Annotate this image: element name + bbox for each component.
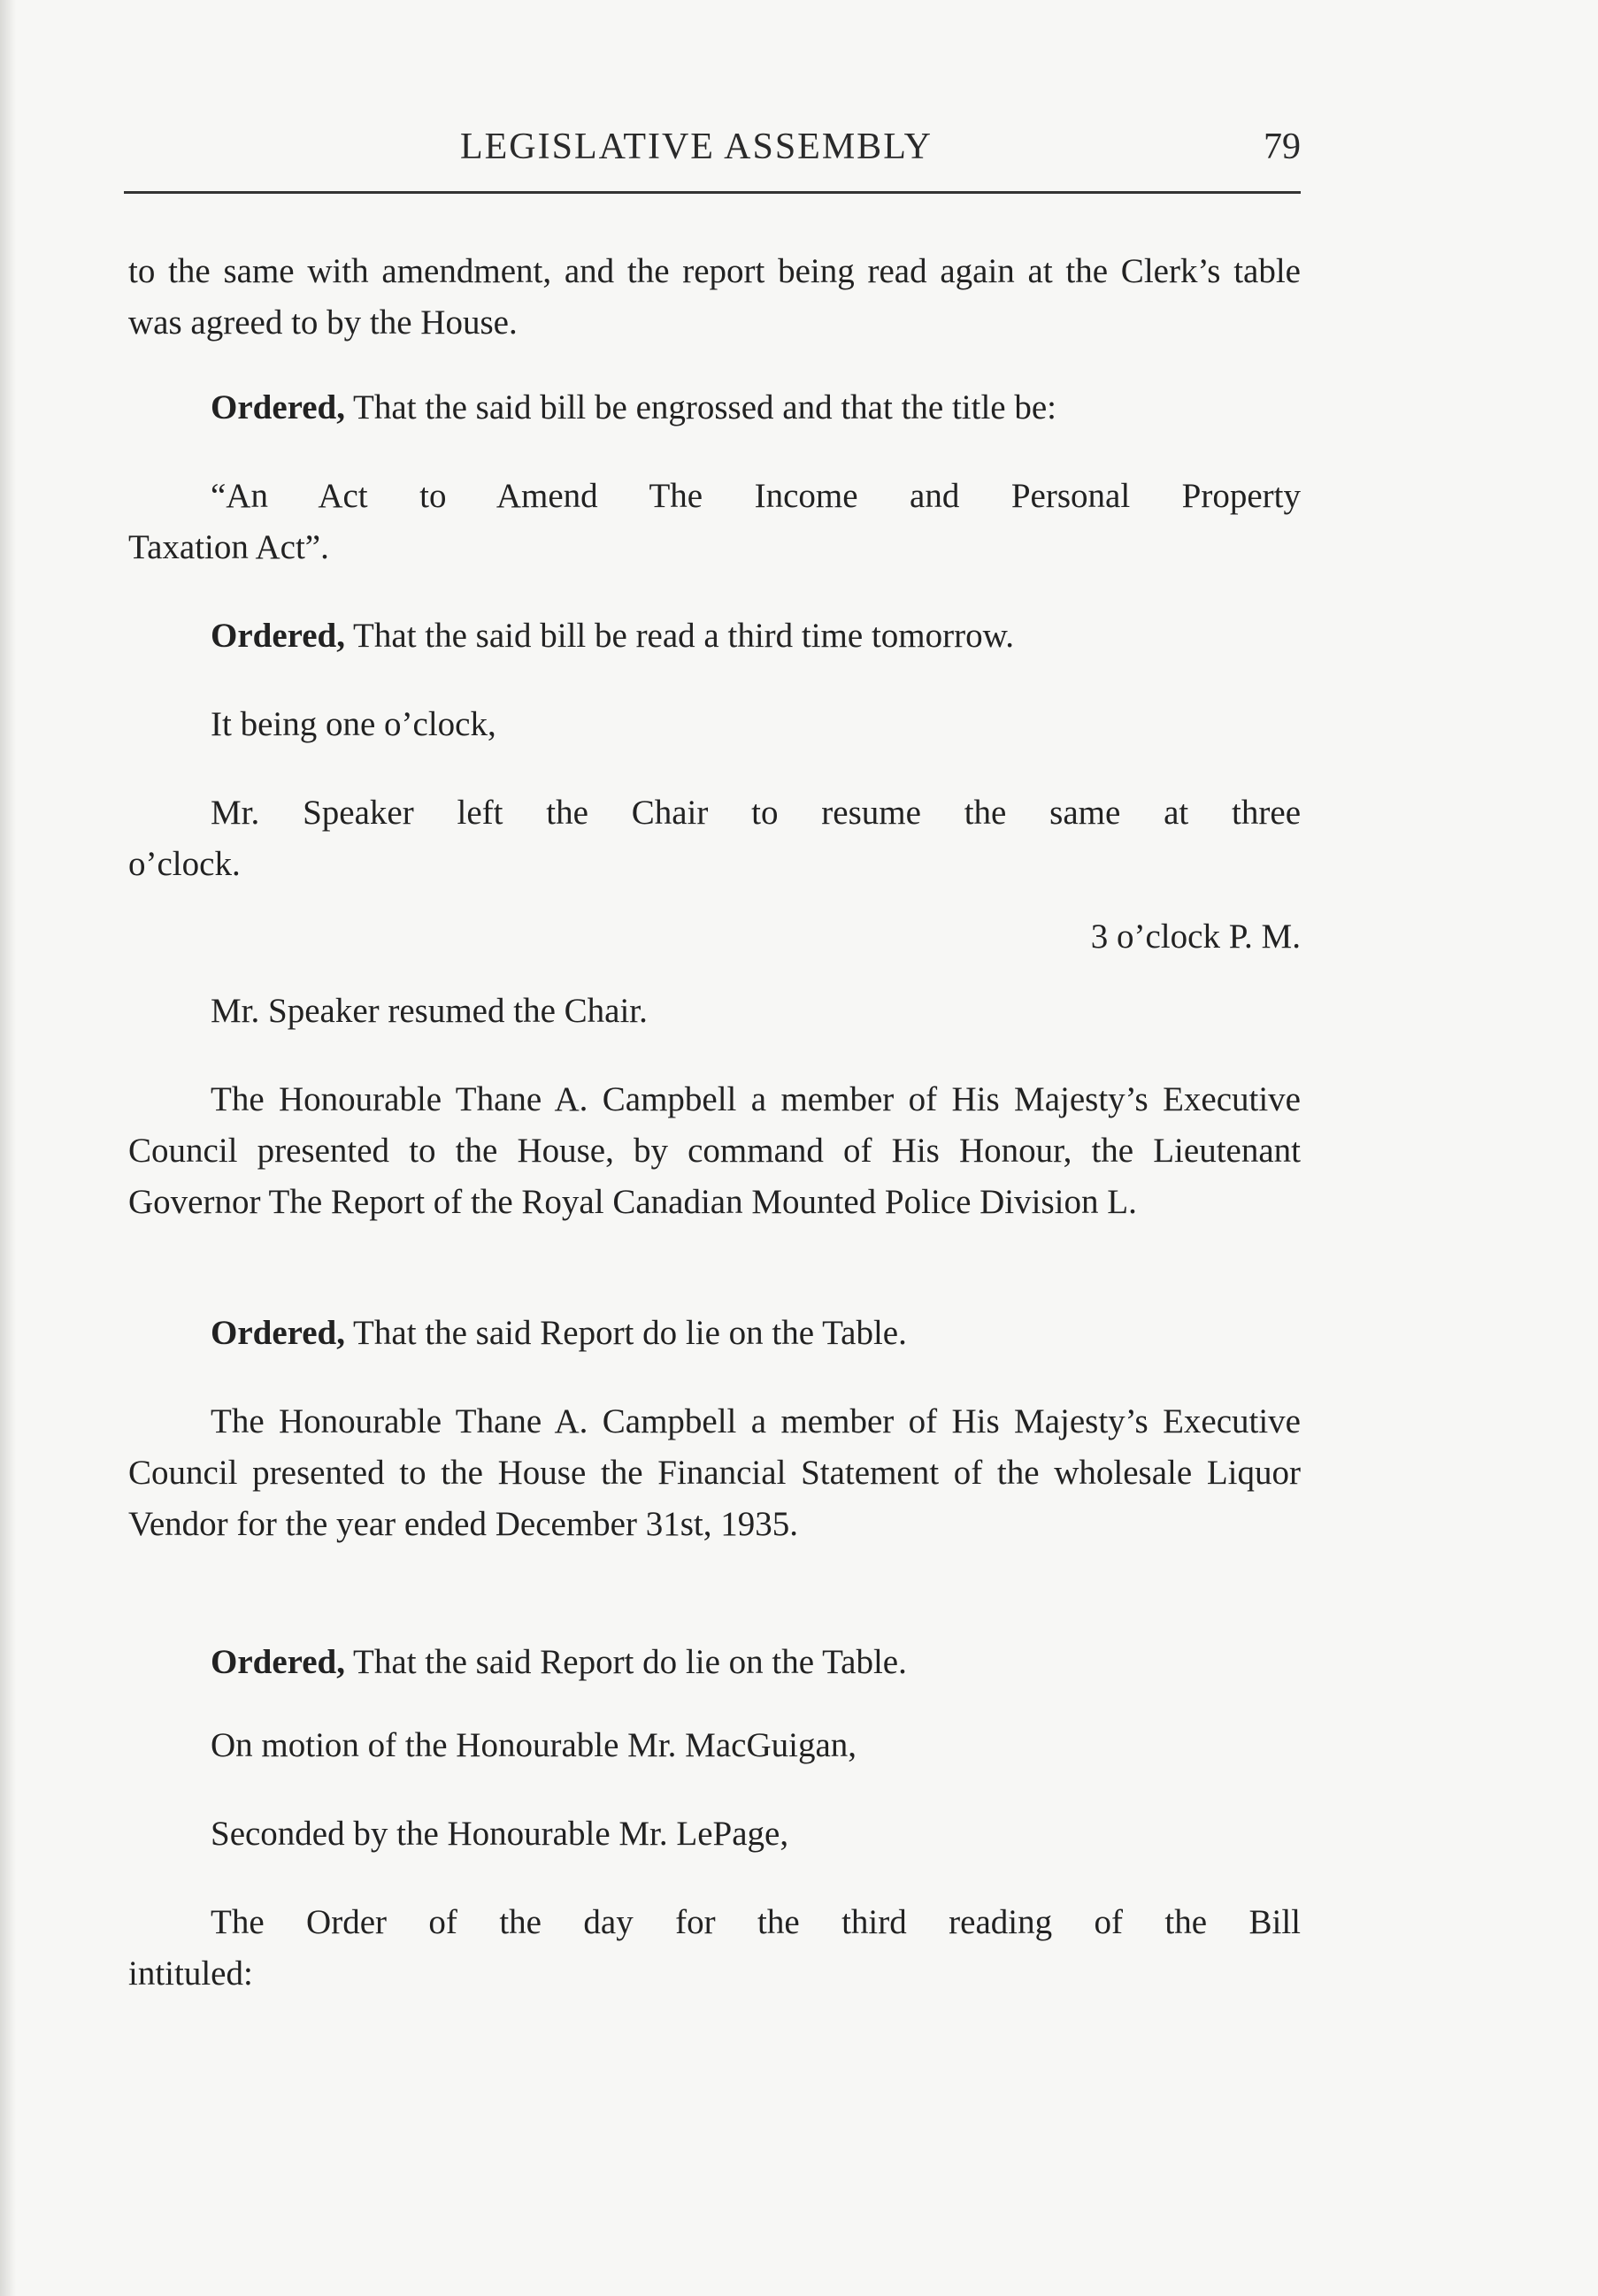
- running-title: LEGISLATIVE ASSEMBLY: [460, 127, 933, 167]
- paragraph-ordered-statement-table: [128, 1637, 1301, 1688]
- speaker-left-line-2: o’clock.: [128, 845, 241, 883]
- paragraph-seconded: Seconded by the Honourable Mr. LePage,: [211, 1815, 789, 1853]
- ordered-label: Ordered,: [211, 617, 346, 655]
- paragraph-order-of-day: [128, 1897, 1301, 2000]
- paragraph-motion: On motion of the Honourable Mr. MacGuigan,: [211, 1726, 857, 1764]
- order-of-day-line-2: intituled:: [128, 1954, 253, 1993]
- paragraph-speaker-resumed: Mr. Speaker resumed the Chair.: [211, 992, 648, 1030]
- ordered-label: Ordered,: [211, 1643, 346, 1681]
- paragraph-ordered-third-time: [128, 610, 1301, 662]
- order-of-day-line-1: The Order of the day for the third reading of the Bill: [211, 1903, 1301, 1941]
- paragraph-speaker-left: [128, 787, 1301, 890]
- paragraph-liquor-vendor-statement: The Honourable Thane A. Campbell a member of His Majesty’s Executive Council presented to the House the Financial Statement of the wholesale Liquor Vendor for the year ended December 31st, 1935.: [128, 1402, 1301, 1543]
- ordered-label: Ordered,: [211, 388, 346, 426]
- ordered-text: That the said bill be read a third time tomorrow.: [345, 617, 1014, 655]
- paragraph-ordered-report-table: [128, 1308, 1301, 1359]
- paragraph-continuation: to the same with amendment, and the report being read again at the Clerk’s table was agreed to by the House.: [128, 252, 1301, 342]
- ordered-text: That the said bill be engrossed and that the title be:: [345, 388, 1057, 426]
- page-number: 79: [1264, 127, 1301, 167]
- page-edge-shadow: [0, 0, 16, 2296]
- ordered-text: That the said Report do lie on the Table.: [345, 1643, 907, 1681]
- act-title-line-2: Taxation Act”.: [128, 528, 329, 566]
- act-title-line-1: “An Act to Amend The Income and Personal Property: [211, 477, 1301, 515]
- ordered-label: Ordered,: [211, 1314, 346, 1352]
- paragraph-rcmp-report: The Honourable Thane A. Campbell a member of His Majesty’s Executive Council presented to the House, by command of His Honour, the Lieutenant Governor The Report of the Royal Canadian Mounted Police Division L.: [128, 1080, 1301, 1221]
- header-rule: [124, 191, 1301, 194]
- ordered-text: That the said Report do lie on the Table.: [345, 1314, 907, 1352]
- paragraph-one-oclock: It being one o’clock,: [211, 705, 496, 743]
- time-marker: 3 o’clock P. M.: [1090, 918, 1301, 956]
- page-header: [124, 126, 1301, 179]
- paragraph-ordered-engrossed: [128, 382, 1301, 434]
- speaker-left-line-1: Mr. Speaker left the Chair to resume the same at three: [211, 794, 1301, 832]
- paragraph-act-title: [128, 471, 1301, 573]
